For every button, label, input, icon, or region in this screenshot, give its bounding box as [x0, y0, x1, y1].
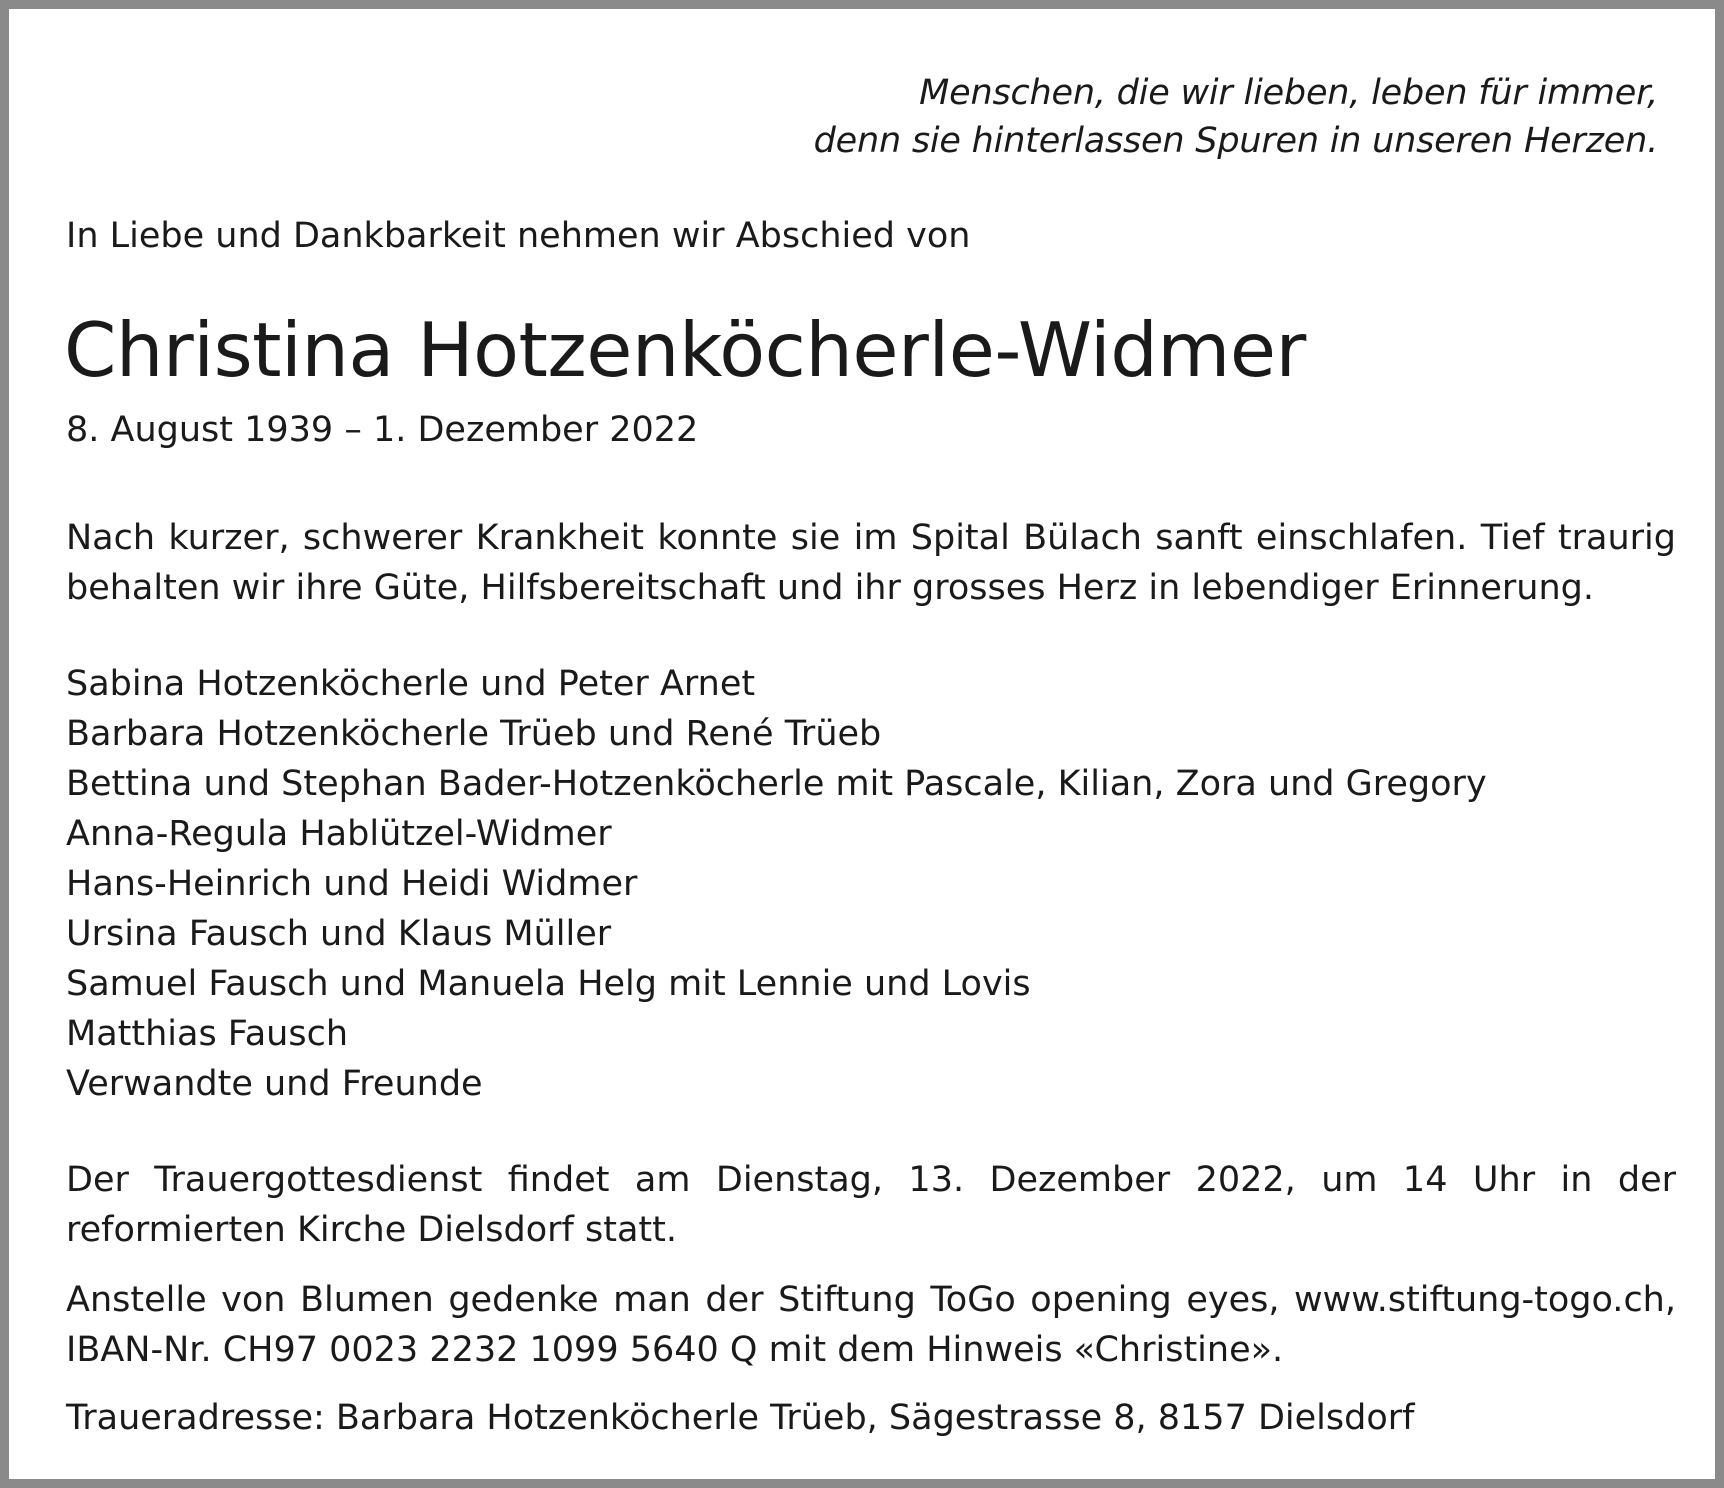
motto-line-2: denn sie hinterlassen Spuren in unseren Herzen.	[813, 121, 1658, 161]
intro-text: In Liebe und Dankbarkeit nehmen wir Abschied von	[66, 216, 971, 256]
mourning-address: Traueradresse: Barbara Hotzenköcherle Trüeb, Sägestrasse 8, 8157 Dielsdorf	[66, 1398, 1415, 1438]
mourner-line: Samuel Fausch und Manuela Helg mit Lennie und Lovis	[66, 964, 1031, 1004]
deceased-name: Christina Hotzenköcherle-Widmer	[64, 306, 1306, 394]
life-dates: 8. August 1939 – 1. Dezember 2022	[66, 410, 699, 450]
mourner-line: Ursina Fausch und Klaus Müller	[66, 914, 612, 954]
motto-line-1: Menschen, die wir lieben, leben für immer,	[919, 73, 1658, 113]
mourner-line: Hans-Heinrich und Heidi Widmer	[66, 864, 638, 904]
mourner-line: Matthias Fausch	[66, 1014, 349, 1054]
mourner-line: Bettina und Stephan Bader-Hotzenköcherle mit Pascale, Kilian, Zora und Gregory	[66, 764, 1487, 804]
service-paragraph: Der Trauergottesdienst findet am Dienstag, 13. Dezember 2022, um 14 Uhr in der reformierten Kirche Dielsdorf statt.	[66, 1160, 1676, 1250]
donation-paragraph: Anstelle von Blumen gedenke man der Stiftung ToGo opening eyes, www.stiftung-togo.ch, IBAN-Nr. CH97 0023 2232 1099 5640 Q mit dem Hinweis «Christine».	[66, 1280, 1676, 1370]
mourners-list	[66, 659, 1487, 1109]
mourner-line: Verwandte und Freunde	[66, 1064, 483, 1104]
mourner-line: Sabina Hotzenköcherle und Peter Arnet	[66, 664, 756, 704]
motto-quote	[814, 69, 1658, 165]
mourner-line: Barbara Hotzenköcherle Trüeb und René Trüeb	[66, 714, 882, 754]
passing-paragraph: Nach kurzer, schwerer Krankheit konnte sie im Spital Bülach sanft einschlafen. Tief traurig behalten wir ihre Güte, Hilfsbereitschaft und ihr grosses Herz in lebendiger Erinnerung.	[66, 518, 1676, 608]
mourner-line: Anna-Regula Hablützel-Widmer	[66, 814, 612, 854]
